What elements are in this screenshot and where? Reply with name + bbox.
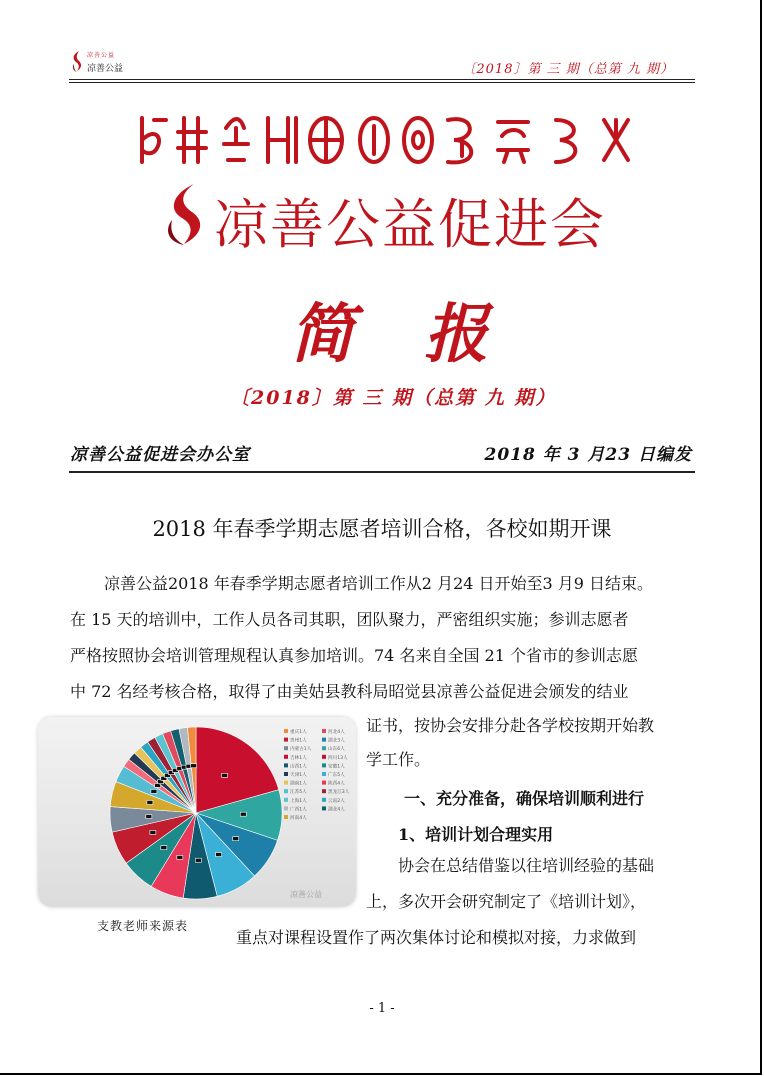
legend-swatch xyxy=(322,755,326,759)
section-heading: 一、充分准备，确保培训顺利进行 xyxy=(404,789,645,808)
pie-data-label xyxy=(222,773,228,777)
legend-label: 山东6人 xyxy=(328,747,345,753)
pie-data-label xyxy=(150,830,156,834)
pie-data-label xyxy=(177,855,183,859)
legend-label: 云南2人 xyxy=(328,798,345,804)
flame-logo-icon xyxy=(70,50,84,74)
legend-label: 陕西4人 xyxy=(328,781,345,787)
legend-label: 江苏5人 xyxy=(290,790,307,796)
legend-swatch xyxy=(284,755,288,759)
legend-swatch xyxy=(284,772,288,776)
legend-swatch xyxy=(284,781,288,785)
legend-swatch xyxy=(322,806,326,810)
pie-data-label xyxy=(151,789,157,793)
legend-label: 黑龙江3人 xyxy=(328,790,350,796)
paragraph-line: 上，多次开会研究制定了《培训计划》， xyxy=(366,892,647,911)
pie-data-label xyxy=(147,800,153,804)
legend-swatch xyxy=(322,789,326,793)
legend-swatch xyxy=(322,772,326,776)
issuing-office: 凉善公益促进会办公室 xyxy=(70,445,250,465)
legend-swatch xyxy=(284,806,288,810)
legend-label: 内蒙古1人 xyxy=(290,747,312,753)
legend-label: 山西1人 xyxy=(290,764,307,770)
legend-swatch xyxy=(284,729,288,733)
pie-data-label xyxy=(195,858,201,862)
flame-logo-icon xyxy=(158,182,212,248)
figure-caption: 支教老师来源表 xyxy=(97,919,189,933)
source-pie-chart xyxy=(38,717,356,907)
legend-swatch xyxy=(284,763,288,767)
paragraph-line: 在 15 天的培训中，工作人员各司其职，团队聚力，严密组织实施；参训志愿者 xyxy=(70,610,629,629)
legend-label: 安徽1人 xyxy=(328,764,345,770)
header-logo-name: 凉善公益 xyxy=(87,64,124,74)
article-title: 2018 年春季学期志愿者培训合格，各校如期开课 xyxy=(152,517,612,541)
org-name: 凉善公益促进会 xyxy=(214,193,606,256)
decorative-script-glyphs xyxy=(136,110,656,170)
legend-swatch xyxy=(284,815,288,819)
legend-swatch xyxy=(284,798,288,802)
paragraph-line: 严格按照协会培训管理规程认真参加培训。74 名来自全国 21 个省市的参训志愿 xyxy=(70,646,638,665)
paragraph-line: 学工作。 xyxy=(366,750,431,769)
legend-label: 天津1人 xyxy=(290,773,307,778)
pie-data-label xyxy=(233,837,239,841)
legend-label: 湖南1人 xyxy=(290,781,307,787)
issue-date: 2018 年 3 月23 日编发 xyxy=(484,445,692,465)
header-rule xyxy=(69,79,695,80)
legend-swatch xyxy=(322,729,326,733)
legend-swatch xyxy=(284,746,288,750)
legend-label: 湖北3人 xyxy=(328,738,345,744)
paragraph-line: 协会在总结借鉴以往培训经验的基础 xyxy=(398,856,655,875)
legend-label: 湖北4人 xyxy=(328,807,345,813)
legend-label: 吉林1人 xyxy=(290,755,307,761)
legend-label: 广西1人 xyxy=(290,807,307,813)
legend-label: 上海1人 xyxy=(290,798,307,804)
legend-swatch xyxy=(322,781,326,785)
pie-data-label xyxy=(161,846,167,850)
paragraph-line: 证书，按协会安排分赴各学校按期开始教 xyxy=(366,716,655,735)
pie-data-label xyxy=(191,764,197,768)
header-rule xyxy=(69,82,695,83)
header-logo xyxy=(70,50,140,78)
legend-swatch xyxy=(322,746,326,750)
legend-swatch xyxy=(322,798,326,802)
legend-label: 四川13人 xyxy=(328,755,348,761)
legend-label: 重庆1人 xyxy=(290,730,307,735)
header-issue: 〔2018〕第 三 期（总第 九 期） xyxy=(462,62,674,77)
legend-label: 广东5人 xyxy=(328,773,345,778)
masthead-rule xyxy=(69,471,695,473)
pie-data-label xyxy=(216,853,222,857)
subsection-heading: 1、培训计划合理实用 xyxy=(398,825,554,844)
paragraph-line: 凉善公益2018 年春季学期志愿者培训工作从2 月24 日开始至3 月9 日结束。 xyxy=(104,574,654,593)
legend-swatch xyxy=(284,738,288,742)
paragraph-line: 重点对课程设置作了两次集体讨论和模拟对接，力求做到 xyxy=(236,928,637,947)
masthead-title xyxy=(158,182,658,256)
legend-label: 贵州1人 xyxy=(290,738,307,744)
watermark-text: 凉善公益 xyxy=(290,890,322,899)
legend-label: 河北4人 xyxy=(328,730,345,735)
page-number: - 1 - xyxy=(369,1001,395,1016)
issue-number: 〔2018〕第 三 期（总第 九 期） xyxy=(230,387,557,409)
pie-data-label xyxy=(240,812,246,816)
legend-label: 河南4人 xyxy=(290,816,307,821)
legend-swatch xyxy=(284,789,288,793)
pie-data-label xyxy=(146,815,152,819)
paragraph-line: 中 72 名经考核合格，取得了由美姑县教科局昭觉县凉善公益促进会颁发的结业 xyxy=(70,682,629,701)
header-logo-tiny-text: 凉善公益 xyxy=(87,52,116,59)
pie-chart-svg xyxy=(38,717,356,907)
legend-swatch xyxy=(322,763,326,767)
legend-swatch xyxy=(322,738,326,742)
doc-type-title: 简报 xyxy=(290,297,558,372)
